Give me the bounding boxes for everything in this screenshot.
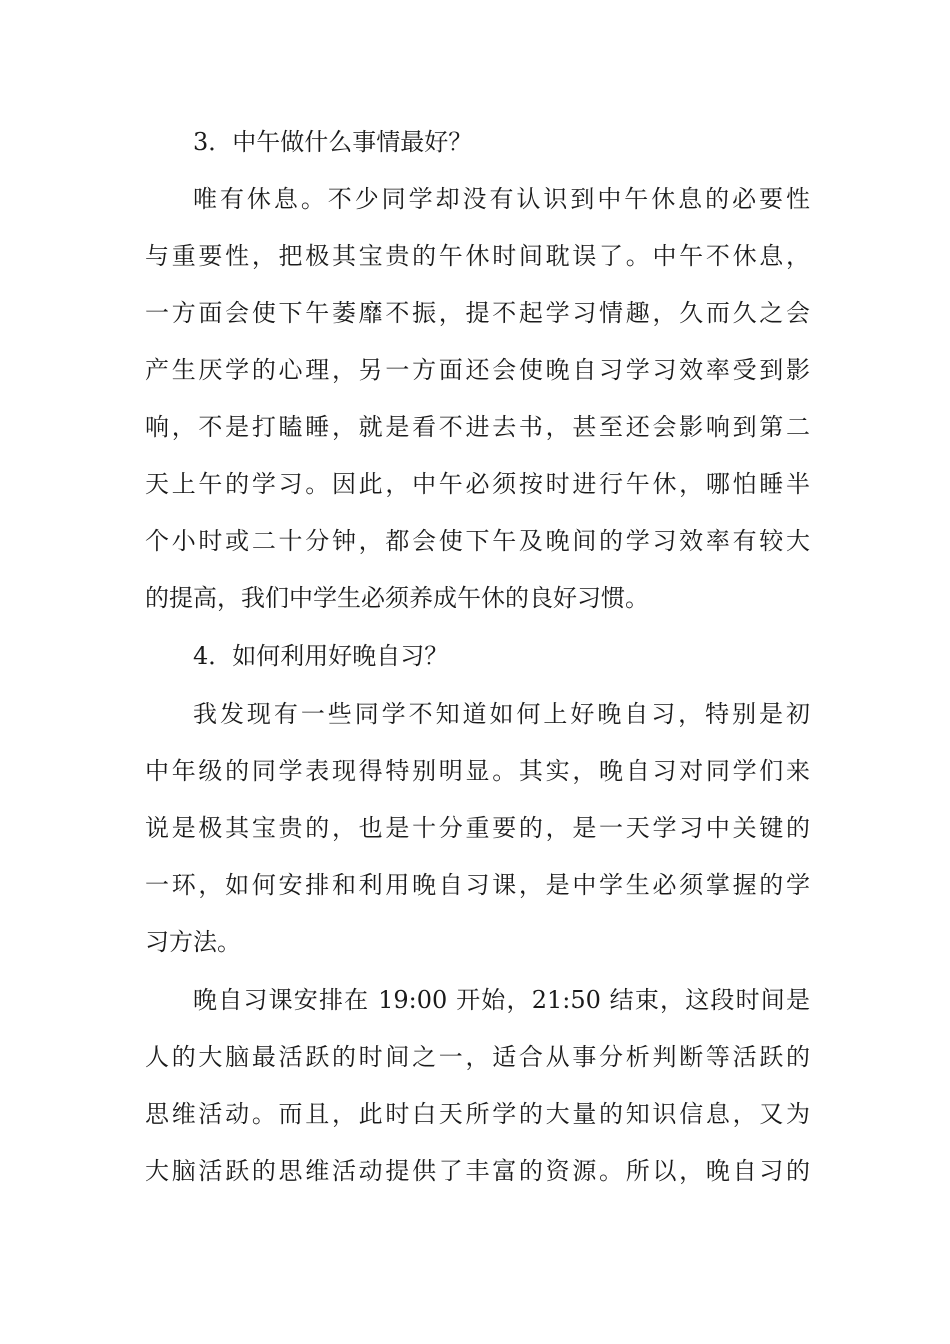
section-heading-3: 3．中午做什么事情最好？ <box>193 128 473 156</box>
paragraph-line: 响，不是打瞌睡，就是看不进去书，甚至还会影响到第二 <box>145 413 810 441</box>
paragraph-line: 的提高，我们中学生必须养成午休的良好习惯。 <box>145 584 649 612</box>
paragraph-line: 人的大脑最活跃的时间之一，适合从事分析判断等活跃的 <box>145 1043 810 1071</box>
paragraph-line: 思维活动。而且，此时白天所学的大量的知识信息，又为 <box>145 1100 810 1128</box>
paragraph-line: 说是极其宝贵的，也是十分重要的，是一天学习中关键的 <box>145 814 810 842</box>
paragraph-line: 天上午的学习。因此，中午必须按时进行午休，哪怕睡半 <box>145 470 810 498</box>
paragraph-line: 唯有休息。不少同学却没有认识到中午休息的必要性 <box>193 185 810 213</box>
paragraph-line: 一环，如何安排和利用晚自习课，是中学生必须掌握的学 <box>145 871 810 899</box>
paragraph-line: 大脑活跃的思维活动提供了丰富的资源。所以，晚自习的 <box>145 1157 810 1185</box>
paragraph-line: 晚自习课安排在 19:00 开始，21:50 结束，这段时间是 <box>193 986 810 1014</box>
paragraph-line: 中年级的同学表现得特别明显。其实，晚自习对同学们来 <box>145 757 810 785</box>
paragraph-line: 我发现有一些同学不知道如何上好晚自习，特别是初 <box>193 700 810 728</box>
paragraph-line: 与重要性，把极其宝贵的午休时间耽误了。中午不休息， <box>145 242 810 270</box>
section-heading-4: 4．如何利用好晚自习？ <box>193 642 449 670</box>
paragraph-line: 产生厌学的心理，另一方面还会使晚自习学习效率受到影 <box>145 356 810 384</box>
paragraph-line: 个小时或二十分钟，都会使下午及晚间的学习效率有较大 <box>145 527 810 555</box>
paragraph-line: 习方法。 <box>145 928 241 956</box>
paragraph-line: 一方面会使下午萎靡不振，提不起学习情趣，久而久之会 <box>145 299 810 327</box>
